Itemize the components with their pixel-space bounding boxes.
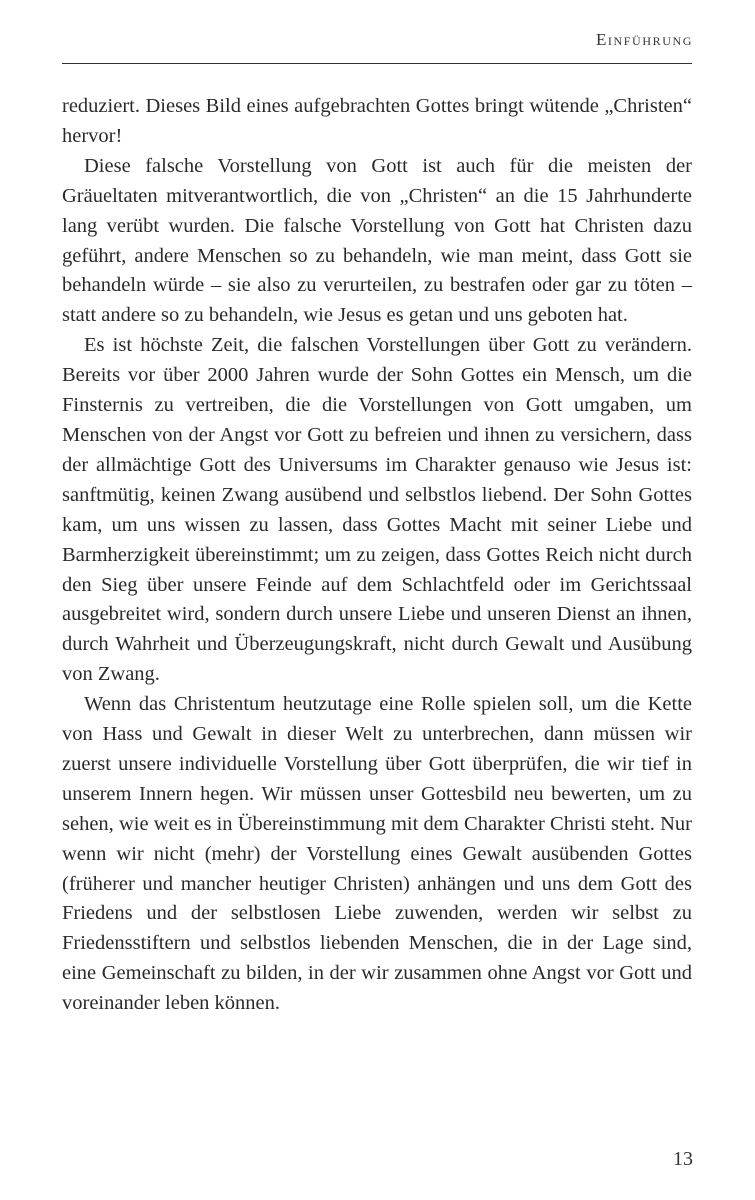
header-rule — [62, 63, 692, 64]
running-head: Einführung — [595, 30, 693, 49]
page-number: 13 — [673, 1148, 693, 1170]
body-text — [62, 92, 692, 1019]
paragraph: Es ist höchste Zeit, die falschen Vorstellungen über Gott zu verändern. Bereits vor über 2000 Jahren wurde der Sohn Gottes ein Mensch, um die Finsternis zu vertreiben, die die Vorstellungen von Gott umgaben, um Menschen von der Angst vor Gott zu befreien und ihnen zu versichern, dass der allmächtige Gott des Universums im Charakter genauso wie Jesus ist: sanftmütig, keinen Zwang ausübend und selbstlos liebend. Der Sohn Gottes kam, um uns wissen zu lassen, dass Gottes Macht mit seiner Liebe und Barmherzigkeit übereinstimmt; um zu zeigen, dass Gottes Reich nicht durch den Sieg über unsere Feinde auf dem Schlachtfeld oder im Gerichtssaal ausgebreitet wird, sondern durch unsere Liebe und unseren Dienst an ihnen, durch Wahrheit und Überzeugungskraft, nicht durch Gewalt und Ausübung von Zwang. — [62, 334, 692, 686]
paragraph: Wenn das Christentum heutzutage eine Rolle spielen soll, um die Kette von Hass und Gewalt in dieser Welt zu unterbrechen, dann müssen wir zuerst unsere individuelle Vorstellung über Gott überprüfen, die wir tief in unserem Innern hegen. Wir müssen unser Gottesbild neu bewerten, um zu sehen, wie weit es in Übereinstimmung mit dem Charakter Christi steht. Nur wenn wir nicht (mehr) der Vorstellung eines Gewalt ausübenden Gottes (früherer und mancher heutiger Christen) anhängen und uns dem Gott des Friedens und der selbstlosen Liebe zuwenden, werden wir selbst zu Friedensstiftern und selbstlos liebenden Menschen, die in der Lage sind, eine Gemeinschaft zu bilden, in der wir zusammen ohne Angst vor Gott und voreinander leben können. — [62, 693, 692, 1015]
paragraph-continuation: reduziert. Dieses Bild eines aufgebrachten Gottes bringt wütende „Christen“ hervor! — [62, 95, 692, 147]
paragraph: Diese falsche Vorstellung von Gott ist auch für die meisten der Gräueltaten mitverantwortlich, die von „Christen“ an die 15 Jahrhunderte lang verübt wurden. Die falsche Vorstellung von Gott hat Christen dazu geführt, andere Menschen so zu behandeln, wie man meint, dass Gott sie behandeln würde – sie also zu verurteilen, zu bestrafen oder gar zu töten – statt andere so zu behandeln, wie Jesus es getan und uns geboten hat. — [62, 154, 692, 327]
